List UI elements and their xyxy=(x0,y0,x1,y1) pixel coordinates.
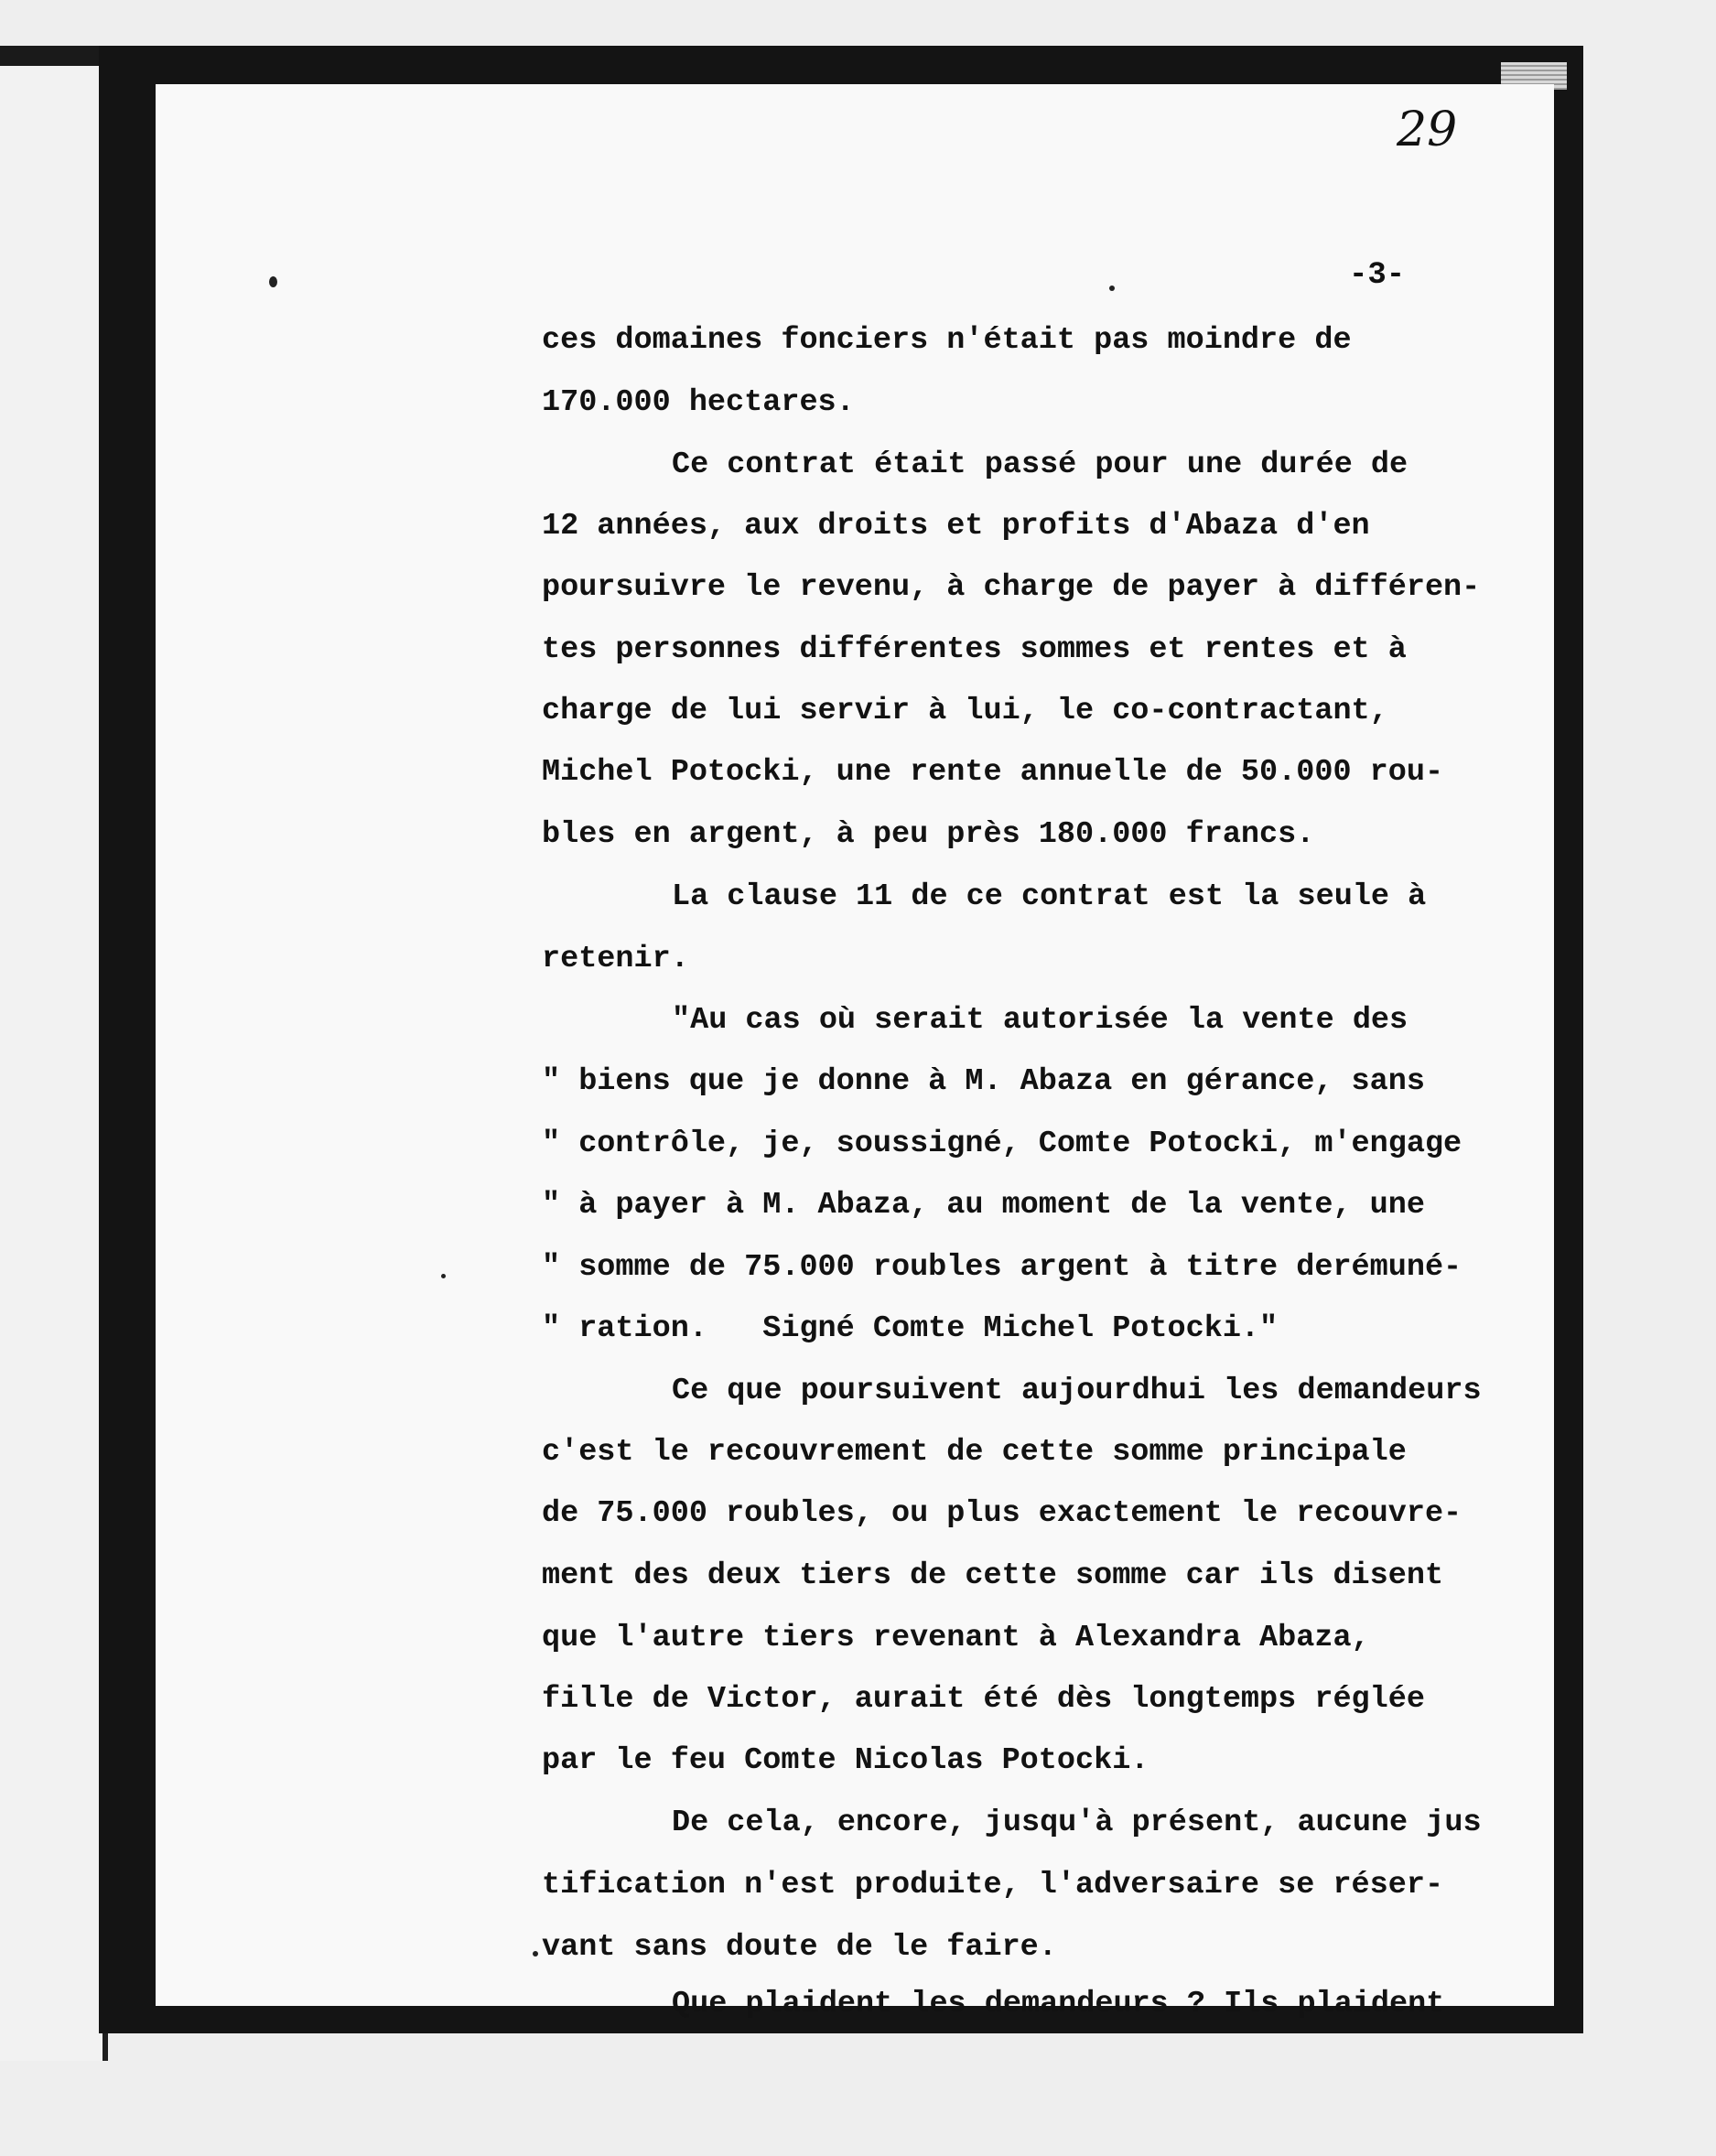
ink-speck xyxy=(533,1951,538,1957)
text-line: fille de Victor, aurait été dès longtemps réglée xyxy=(542,1682,1425,1717)
text-line: par le feu Comte Nicolas Potocki. xyxy=(542,1743,1149,1778)
text-line: ces domaines fonciers n'était pas moindre de xyxy=(542,323,1352,358)
text-line: Michel Potocki, une rente annuelle de 50.000 rou- xyxy=(542,755,1444,790)
text-line: tes personnes différentes sommes et rentes et à xyxy=(542,632,1407,667)
page-number: -3- xyxy=(1349,258,1406,293)
quote-line: " contrôle, je, soussigné, Comte Potocki, m'engage xyxy=(542,1127,1462,1161)
facing-page-edge xyxy=(0,57,108,2061)
text-line: de 75.000 roubles, ou plus exactement le recouvre- xyxy=(542,1496,1462,1531)
quote-line: " ration. Signé Comte Michel Potocki." xyxy=(542,1311,1279,1346)
text-line: c'est le recouvrement de cette somme principale xyxy=(542,1435,1407,1470)
text-line: 12 années, aux droits et profits d'Abaza d'en xyxy=(542,509,1370,544)
text-line: Ce contrat était passé pour une durée de xyxy=(672,447,1408,482)
folio-number: 29 xyxy=(1397,102,1458,157)
quote-line: "Au cas où serait autorisée la vente des xyxy=(672,1003,1408,1038)
text-line: Que plaident les demandeurs ? Ils plaident xyxy=(672,1987,1445,2021)
document-page xyxy=(156,84,1554,2006)
text-line: bles en argent, à peu près 180.000 francs. xyxy=(542,817,1315,852)
text-line: ment des deux tiers de cette somme car ils disent xyxy=(542,1558,1444,1593)
quote-line: " biens que je donne à M. Abaza en gérance, sans xyxy=(542,1064,1425,1099)
text-line: charge de lui servir à lui, le co-contractant, xyxy=(542,694,1388,728)
text-line: vant sans doute de le faire. xyxy=(542,1930,1057,1965)
quote-line: " somme de 75.000 roubles argent à titre derémuné- xyxy=(542,1250,1462,1285)
text-line: La clause 11 de ce contrat est la seule à xyxy=(672,879,1427,914)
text-line: tification n'est produite, l'adversaire se réser- xyxy=(542,1868,1444,1903)
ink-speck xyxy=(269,276,277,287)
text-line: que l'autre tiers revenant à Alexandra Abaza, xyxy=(542,1621,1370,1655)
text-line: 170.000 hectares. xyxy=(542,385,855,420)
text-line: Ce que poursuivent aujourdhui les demandeurs xyxy=(672,1374,1482,1408)
text-line: retenir. xyxy=(542,942,689,976)
text-line: De cela, encore, jusqu'à présent, aucune jus xyxy=(672,1806,1482,1840)
quote-line: " à payer à M. Abaza, au moment de la vente, une xyxy=(542,1188,1425,1223)
ink-speck xyxy=(1109,286,1115,291)
text-line: poursuivre le revenu, à charge de payer à différen- xyxy=(542,570,1481,605)
ink-speck xyxy=(441,1274,446,1278)
